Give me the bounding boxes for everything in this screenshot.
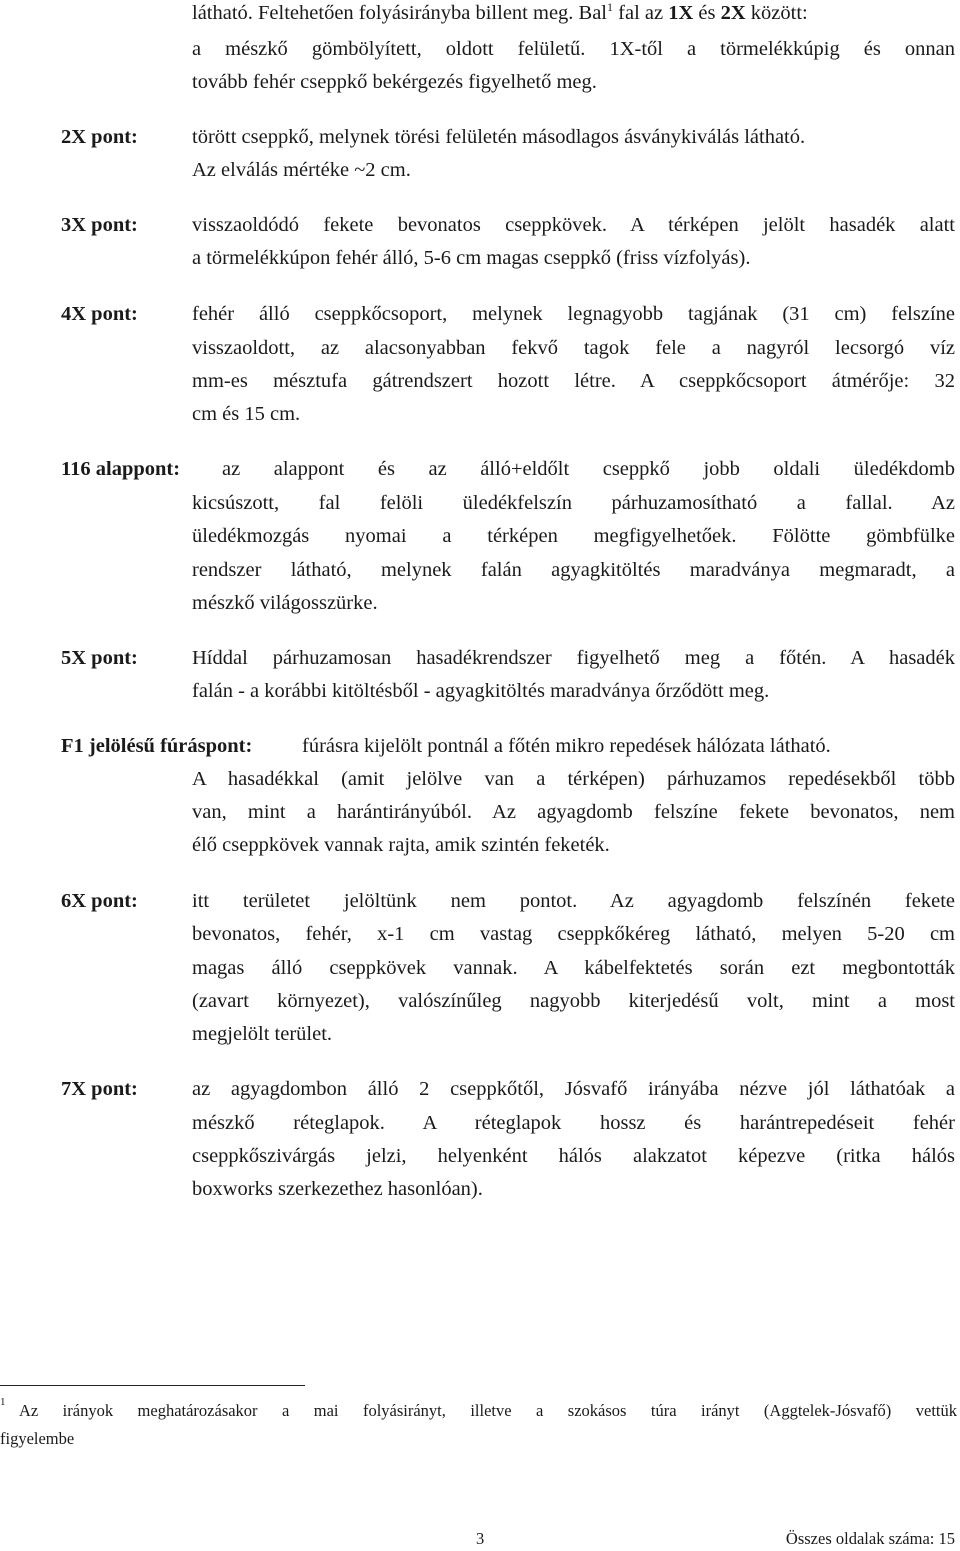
text-line: törött cseppkő, melynek törési felületén másodlagos ásványkiválás látható. xyxy=(192,126,806,148)
point-ref: 1X xyxy=(668,2,694,24)
point-ref: 2X xyxy=(720,2,746,24)
footnote-ref[interactable]: 1 xyxy=(607,0,614,15)
text-line: visszaoldott, az alacsonyabban fekvő tagok fele a nagyról lecsorgó víz xyxy=(192,337,955,359)
text-line: falán - a korábbi kitöltésből - agyagkitöltés maradványa őrződött meg. xyxy=(192,680,770,702)
text-fragment: látható. Feltehetően folyásirányba billent meg. Bal xyxy=(192,2,608,24)
text-line: a törmelékkúpon fehér álló, 5-6 cm magas cseppkő (friss vízfolyás). xyxy=(192,247,751,269)
text-line: van, mint a harántirányúból. Az agyagdomb felszíne fekete bevonatos, nem xyxy=(192,801,955,823)
footnote-text: figyelembe xyxy=(0,1429,75,1448)
entry-label: 3X pont: xyxy=(61,214,138,236)
text-line: mészkő világosszürke. xyxy=(192,592,378,614)
footnote-marker: 1 xyxy=(0,1396,6,1408)
text-line: rendszer látható, melynek falán agyagkitöltés maradványa megmaradt, a xyxy=(192,559,955,581)
entry-label: 4X pont: xyxy=(61,303,138,325)
entry-label: 116 alappont: xyxy=(61,458,181,480)
text-line: cseppkőszivárgás jelzi, helyenként hálós alakzatot képezve (ritka hálós xyxy=(192,1145,955,1167)
text-fragment: között: xyxy=(745,2,808,24)
text-line: magas álló cseppkövek vannak. A kábelfektetés során ezt megbontották xyxy=(192,957,955,979)
text-line: élő cseppkövek vannak rajta, amik szintén feketék. xyxy=(192,834,610,856)
text-line: Híddal párhuzamosan hasadékrendszer figyelhető meg a főtén. A hasadék xyxy=(192,647,955,669)
total-pages: Összes oldalak száma: 15 xyxy=(785,1529,955,1548)
footnote-separator xyxy=(0,1385,305,1386)
entry-label: F1 jelölésű fúráspont: xyxy=(61,735,253,757)
text-line: üledékmozgás nyomai a térképen megfigyelhetőek. Fölötte gömbfülke xyxy=(192,525,955,547)
text-line: a mészkő gömbölyített, oldott felületű. 1X-től a törmelékkúpig és onnan xyxy=(192,38,955,60)
text-line: az agyagdombon álló 2 cseppkőtől, Jósvafő irányába nézve jól láthatóak a xyxy=(192,1078,955,1100)
text-line: (zavart környezet), valószínűleg nagyobb kiterjedésű volt, mint a most xyxy=(192,990,955,1012)
page-number: 3 xyxy=(476,1529,485,1548)
entry-label: 7X pont: xyxy=(61,1078,138,1100)
text-line: boxworks szerkezethez hasonlóan). xyxy=(192,1178,483,1200)
entry-label: 5X pont: xyxy=(61,647,138,669)
text-line: az alappont és az álló+eldőlt cseppkő jobb oldali üledékdomb xyxy=(222,458,955,480)
text-line: cm és 15 cm. xyxy=(192,403,301,425)
text-line: tovább fehér cseppkő bekérgezés figyelhető meg. xyxy=(192,71,597,93)
text-fragment: fal az xyxy=(613,2,669,24)
text-line: A hasadékkal (amit jelölve van a térképen) párhuzamos repedésekből több xyxy=(192,768,955,790)
text-line: megjelölt terület. xyxy=(192,1023,333,1045)
text-fragment: és xyxy=(693,2,721,24)
text-line: kicsúszott, fal felöli üledékfelszín párhuzamosítható a fallal. Az xyxy=(192,492,955,514)
text-line xyxy=(192,0,808,24)
entry-label: 6X pont: xyxy=(61,890,138,912)
text-line: mészkő réteglapok. A réteglapok hossz és harántrepedéseit fehér xyxy=(192,1112,955,1134)
text-line: fúrásra kijelölt pontnál a főtén mikro repedések hálózata látható. xyxy=(302,735,831,757)
text-line: Az elválás mértéke ~2 cm. xyxy=(192,159,411,181)
text-line: mm-es mésztufa gátrendszert hozott létre. A cseppkőcsoport átmérője: 32 xyxy=(192,370,955,392)
text-line: itt területet jelöltünk nem pontot. Az agyagdomb felszínén fekete xyxy=(192,890,955,912)
entry-label: 2X pont: xyxy=(61,126,138,148)
text-line: fehér álló cseppkőcsoport, melynek legnagyobb tagjának (31 cm) felszíne xyxy=(192,303,955,325)
footnote-text: Az irányok meghatározásakor a mai folyásirányt, illetve a szokásos túra irányt (Aggtelek-Jósvafő) vettük xyxy=(19,1401,957,1420)
text-line: bevonatos, fehér, x-1 cm vastag cseppkőkéreg látható, melyen 5-20 cm xyxy=(192,923,955,945)
text-line: visszaoldódó fekete bevonatos cseppkövek. A térképen jelölt hasadék alatt xyxy=(192,214,955,236)
